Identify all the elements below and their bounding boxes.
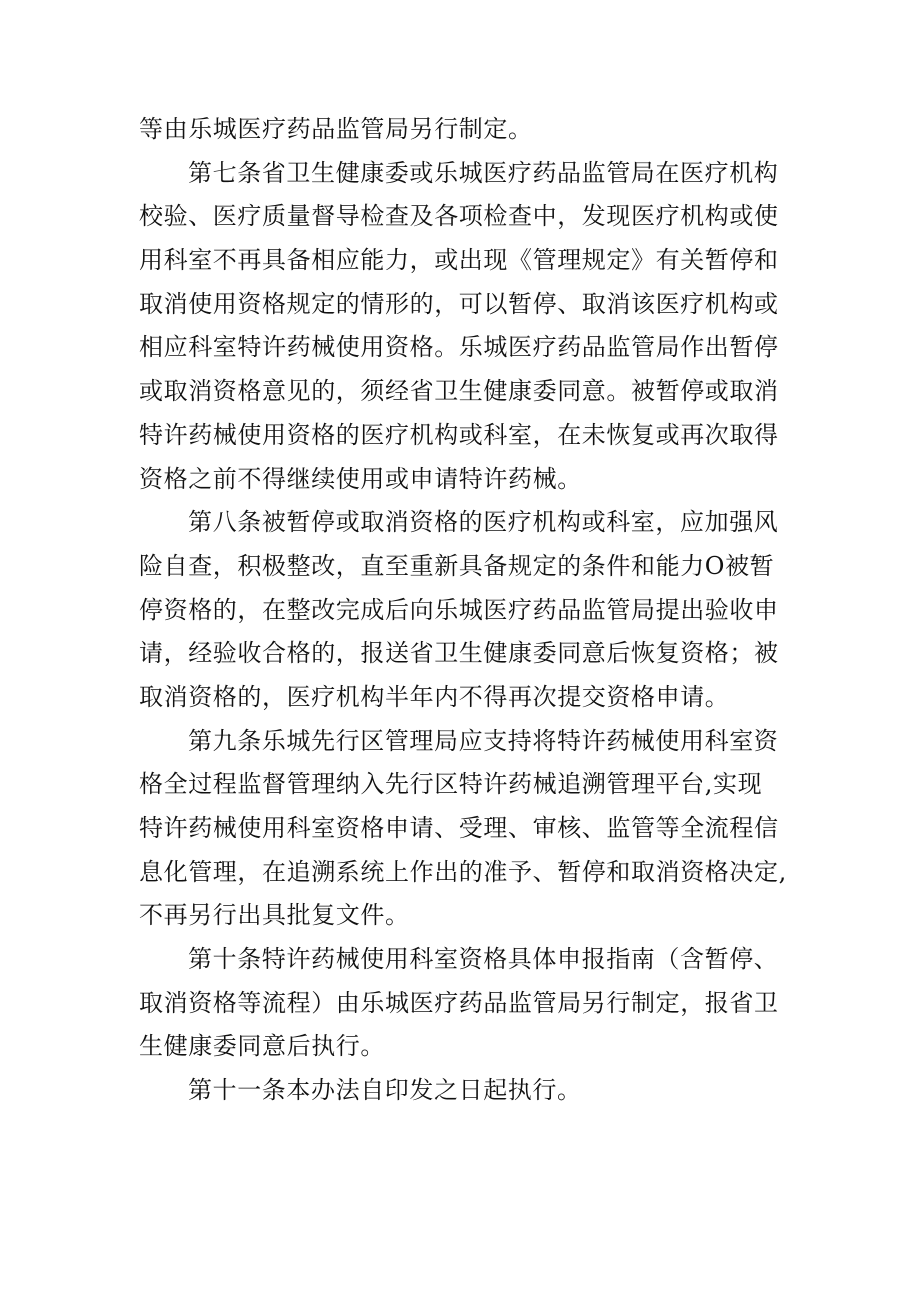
article-7-line-1: 第七条省卫生健康委或乐城医疗药品监管局在医疗机构 — [188, 158, 779, 187]
article-9-line-4: 息化管理，在追溯系统上作出的准予、暂停和取消资格决定, — [139, 857, 787, 886]
article-9-line-1: 第九条乐城先行区管理局应支持将特许药械使用科室资 — [188, 726, 779, 755]
article-8-line-4: 请，经验收合格的，报送省卫生健康委同意后恢复资格；被 — [139, 639, 779, 668]
article-7-line-5: 相应科室特许药械使用资格。乐城医疗药品监管局作出暂停 — [139, 333, 779, 362]
article-7-line-4: 取消使用资格规定的情形的，可以暂停、取消该医疗机构或 — [139, 289, 779, 318]
article-7-line-7: 特许药械使用资格的医疗机构或科室，在未恢复或再次取得 — [139, 420, 779, 449]
article-8-line-3: 停资格的，在整改完成后向乐城医疗药品监管局提出验收申 — [139, 595, 779, 624]
document-body — [139, 108, 791, 1113]
article-8-line-2: 险自查，积极整改，直至重新具备规定的条件和能力O被暂 — [139, 551, 775, 580]
article-7-line-6: 或取消资格意见的，须经省卫生健康委同意。被暂停或取消 — [139, 377, 779, 406]
article-7-line-8: 资格之前不得继续使用或申请特许药械。 — [139, 464, 582, 493]
article-8-line-5: 取消资格的，医疗机构半年内不得再次提交资格申请。 — [139, 682, 730, 711]
article-7-line-3: 用科室不再具备相应能力，或出现《管理规定》有关暂停和 — [139, 246, 779, 275]
article-9-line-2: 格全过程监督管理纳入先行区特许药械追溯管理平台,实现 — [139, 770, 763, 799]
article-10-line-3: 生健康委同意后执行。 — [139, 1032, 385, 1061]
article-11-line-1: 第十一条本办法自印发之日起执行。 — [188, 1076, 582, 1105]
article-9-line-5: 不再另行出具批复文件。 — [139, 901, 410, 930]
article-8-line-1: 第八条被暂停或取消资格的医疗机构或科室，应加强风 — [188, 508, 779, 537]
article-7-line-2: 校验、医疗质量督导检查及各项检查中，发现医疗机构或使 — [139, 202, 779, 231]
text-line-1: 等由乐城医疗药品监管局另行制定。 — [139, 115, 533, 143]
article-10-line-2: 取消资格等流程）由乐城医疗药品监管局另行制定，报省卫 — [139, 988, 779, 1017]
article-10-line-1: 第十条特许药械使用科室资格具体申报指南（含暂停、 — [188, 945, 779, 974]
article-9-line-3: 特许药械使用科室资格申请、受理、审核、监管等全流程信 — [139, 814, 779, 842]
